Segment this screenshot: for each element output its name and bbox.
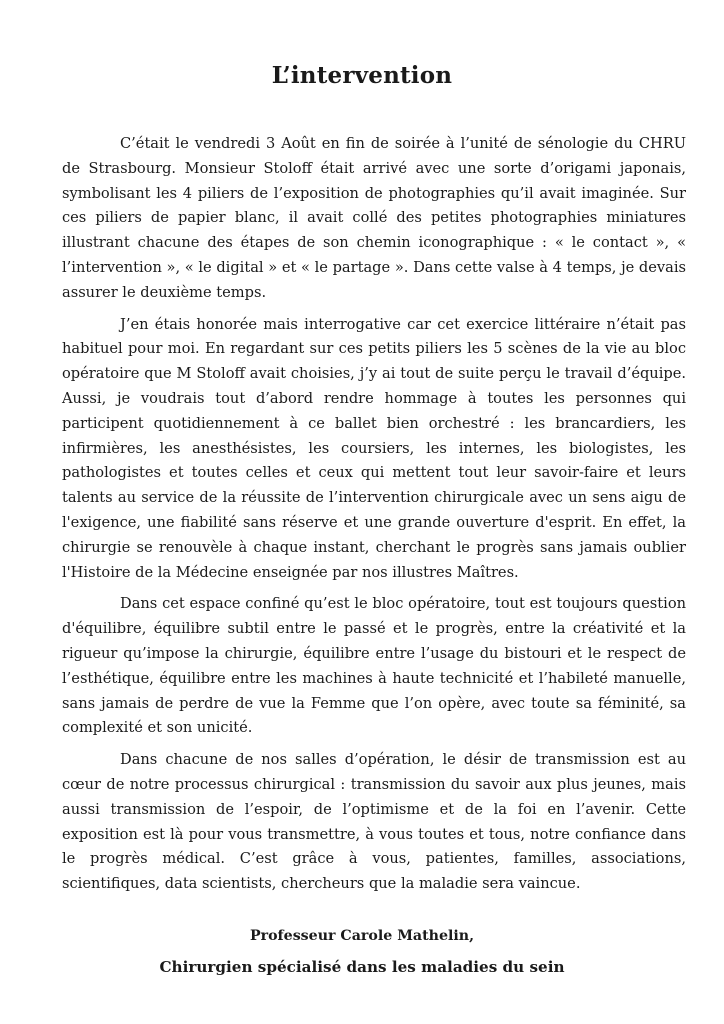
document-title: L’intervention <box>271 62 453 89</box>
paragraph-2: J’en étais honorée mais interrogative car cet exercice littéraire n’était pas habituel pour moi. En regardant sur ces petits piliers les 5 scènes de la vie au bloc opératoire que M Stoloff avait choisies, j’y ai tout de suite perçu le travail d’équipe. Aussi, je voudrais tout d’abord rendre hommage à toutes les personnes qui participent quotidiennement à ce ballet bien orchestré : les brancardiers, les infirmières, les anesthésistes, les coursiers, les internes, les biologistes, les pathologistes et toutes celles et ceux qui mettent tout leur savoir-faire et leurs talents au service de la réussite de l’intervention chirurgicale avec un sens aigu de l'exigence, une fiabilité sans réserve et une grande ouverture d'esprit. En effet, la chirurgie se renouvèle à chaque instant, cherchant le progrès sans jamais oublier l'Histoire de la Médecine enseignée par nos illustres Maîtres. <box>62 315 686 581</box>
signature-role: Chirurgien spécialisé dans les maladies du sein <box>159 958 565 976</box>
paragraph-3: Dans cet espace confiné qu’est le bloc opératoire, tout est toujours question d'équilibre, équilibre subtil entre le passé et le progrès, entre la créativité et la rigueur qu’impose la chirurgie, équilibre entre l’usage du bistouri et le respect de l’esthétique, équilibre entre les machines à haute technicité et l’habileté manuelle, sans jamais de perdre de vue la Femme que l’on opère, avec toute sa féminité, sa complexité et son unicité. <box>62 595 686 737</box>
signature-block <box>0 926 724 978</box>
document-body <box>62 132 686 904</box>
signature-name: Professeur Carole Mathelin, <box>249 928 475 944</box>
paragraph-1: C’était le vendredi 3 Août en fin de soirée à l’unité de sénologie du CHRU de Strasbourg. Monsieur Stoloff était arrivé avec une sorte d’origami japonais, symbolisant les 4 piliers de l’exposition de photographies qu’il avait imaginée. Sur ces piliers de papier blanc, il avait collé des petites photographies miniatures illustrant chacune des étapes de son chemin iconographique : « le contact », « l’intervention », « le digital » et « le partage ». Dans cette valse à 4 temps, je devais assurer le deuxième temps. <box>62 135 686 301</box>
paragraph-4: Dans chacune de nos salles d’opération, le désir de transmission est au cœur de notre processus chirurgical : transmission du savoir aux plus jeunes, mais aussi transmission de l’espoir, de l’optimisme et de la foi en l’avenir. Cette exposition est là pour vous transmettre, à vous toutes et tous, notre confiance dans le progrès médical. C’est grâce à vous, patientes, familles, associations, scientifiques, data scientists, chercheurs que la maladie sera vaincue. <box>62 751 686 893</box>
